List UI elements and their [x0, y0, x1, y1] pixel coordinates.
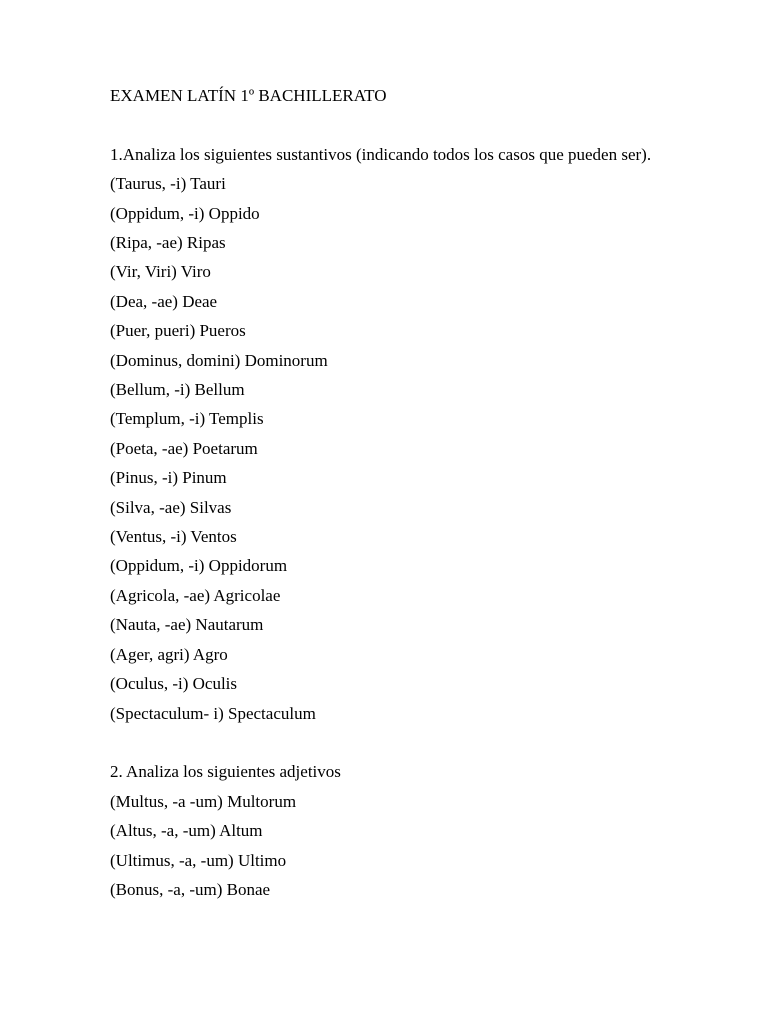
list-item: (Templum, -i) Templis	[110, 409, 264, 429]
list-item: (Bellum, -i) Bellum	[110, 380, 245, 400]
list-item: (Silva, -ae) Silvas	[110, 497, 232, 517]
list-item: (Bonus, -a, -um) Bonae	[110, 879, 271, 899]
document-page	[110, 81, 660, 904]
spacer	[110, 110, 660, 139]
section1-instruction: 1.Analiza los siguientes sustantivos (indicando todos los casos que pueden ser).	[110, 144, 652, 164]
document-title: EXAMEN LATÍN 1º BACHILLERATO	[110, 86, 387, 105]
list-item: (Dominus, domini) Dominorum	[110, 350, 328, 370]
list-item: (Multus, -a -um) Multorum	[110, 791, 297, 811]
list-item: (Agricola, -ae) Agricolae	[110, 585, 281, 605]
list-item: (Vir, Viri) Viro	[110, 262, 211, 282]
list-item: (Ultimus, -a, -um) Ultimo	[110, 850, 287, 870]
list-item: (Ripa, -ae) Ripas	[110, 233, 226, 253]
list-item: (Ager, agri) Agro	[110, 644, 228, 664]
list-item: (Oculus, -i) Oculis	[110, 674, 238, 694]
section2-list	[110, 787, 660, 905]
list-item: (Puer, pueri) Pueros	[110, 321, 246, 341]
list-item: (Spectaculum- i) Spectaculum	[110, 703, 316, 723]
spacer	[110, 728, 660, 757]
list-item: (Taurus, -i) Tauri	[110, 174, 226, 194]
list-item: (Dea, -ae) Deae	[110, 291, 218, 311]
section1-list	[110, 169, 660, 728]
list-item: (Altus, -a, -um) Altum	[110, 821, 263, 841]
list-item: (Nauta, -ae) Nautarum	[110, 615, 264, 635]
section2-instruction: 2. Analiza los siguientes adjetivos	[110, 762, 341, 782]
list-item: (Oppidum, -i) Oppido	[110, 203, 260, 223]
list-item: (Poeta, -ae) Poetarum	[110, 438, 258, 458]
list-item: (Pinus, -i) Pinum	[110, 468, 227, 488]
list-item: (Oppidum, -i) Oppidorum	[110, 556, 288, 576]
list-item: (Ventus, -i) Ventos	[110, 527, 237, 547]
